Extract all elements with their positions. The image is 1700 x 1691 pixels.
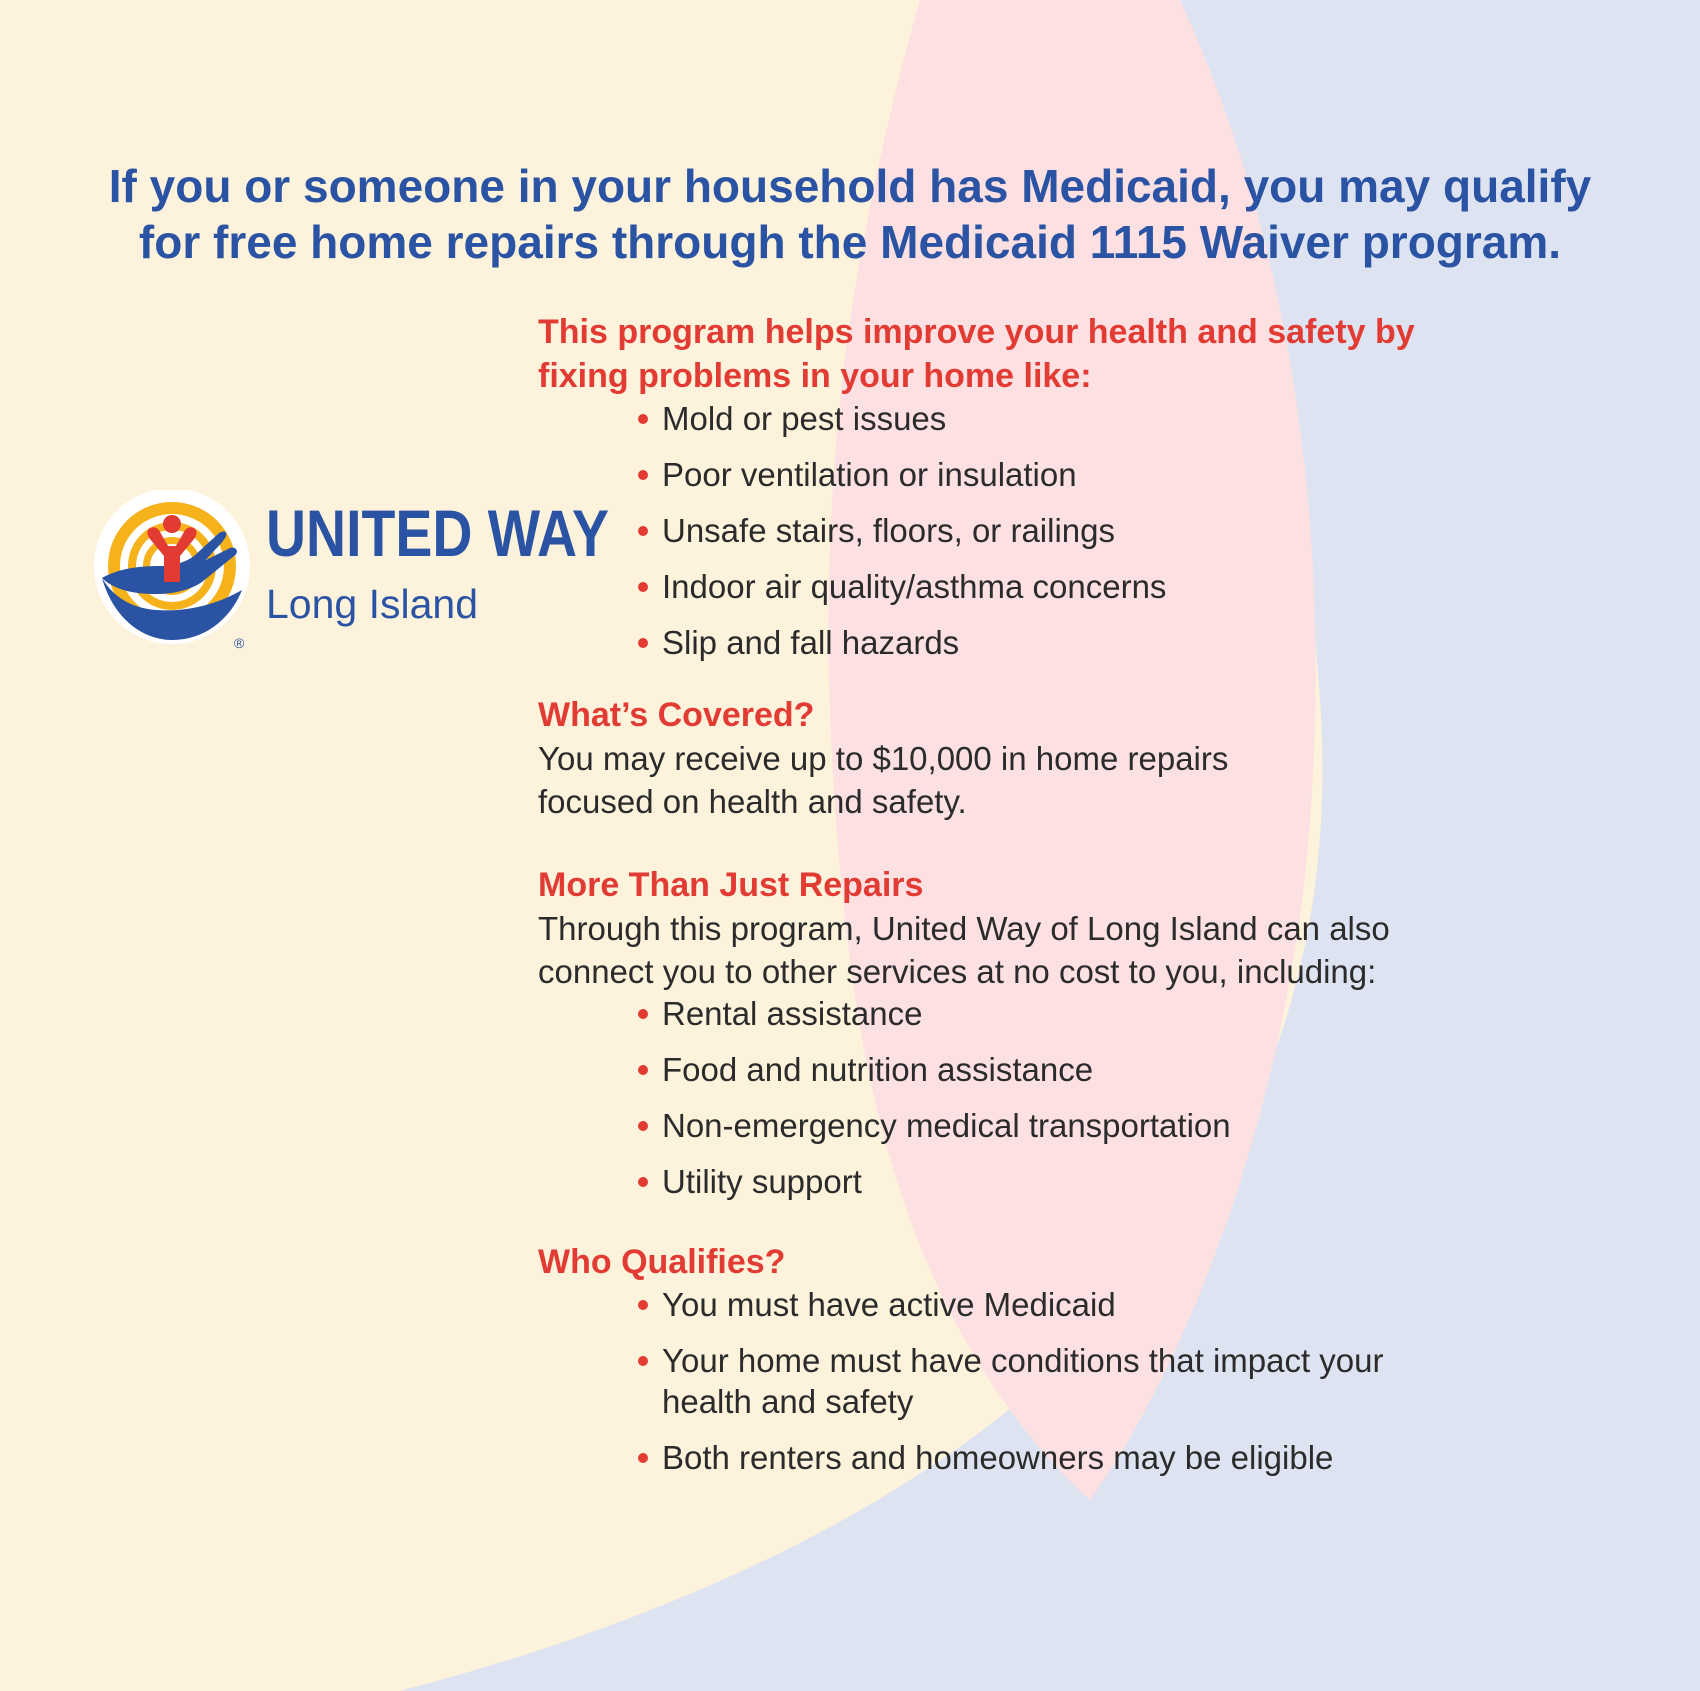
list-item: Both renters and homeowners may be eligible: [636, 1437, 1538, 1478]
list-item: Mold or pest issues: [636, 398, 1538, 439]
logo-subtitle: Long Island: [266, 581, 479, 627]
registered-mark: ®: [234, 635, 245, 650]
covered-line-1: You may receive up to $10,000 in home repairs: [538, 740, 1229, 777]
list-item: Slip and fall hazards: [636, 622, 1538, 663]
main-content: [538, 310, 1538, 1493]
intro-title-line-1: This program helps improve your health and safety by: [538, 313, 1415, 351]
covered-title: What’s Covered?: [538, 696, 815, 734]
covered-body: [538, 737, 1538, 823]
intro-title: [538, 310, 1498, 398]
list-item: Unsafe stairs, floors, or railings: [636, 510, 1538, 551]
united-way-emblem: [94, 490, 250, 650]
more-line-2: connect you to other services at no cost to you, including:: [538, 953, 1377, 990]
headline: [60, 158, 1640, 270]
other-services-list: [538, 993, 1538, 1202]
more-body: [538, 907, 1538, 993]
list-item: You must have active Medicaid: [636, 1284, 1538, 1325]
list-item: Utility support: [636, 1161, 1538, 1202]
list-item: Indoor air quality/asthma concerns: [636, 566, 1538, 607]
headline-line-2: for free home repairs through the Medicaid 1115 Waiver program.: [138, 216, 1562, 268]
intro-title-line-2: fixing problems in your home like:: [538, 357, 1092, 395]
list-item: Your home must have conditions that impact your health and safety: [636, 1340, 1422, 1422]
home-problems-list: [538, 398, 1538, 663]
list-item: Non-emergency medical transportation: [636, 1105, 1538, 1146]
headline-line-1: If you or someone in your household has Medicaid, you may qualify: [108, 160, 1592, 212]
logo-name: UNITED WAY: [266, 496, 609, 570]
qualify-title: Who Qualifies?: [538, 1243, 786, 1281]
qualify-list: [538, 1284, 1538, 1478]
list-item: Rental assistance: [636, 993, 1538, 1034]
more-title: More Than Just Repairs: [538, 866, 924, 904]
more-line-1: Through this program, United Way of Long Island can also: [538, 910, 1390, 947]
united-way-logo: [94, 490, 609, 650]
list-item: Food and nutrition assistance: [636, 1049, 1538, 1090]
covered-line-2: focused on health and safety.: [538, 783, 967, 820]
list-item: Poor ventilation or insulation: [636, 454, 1538, 495]
